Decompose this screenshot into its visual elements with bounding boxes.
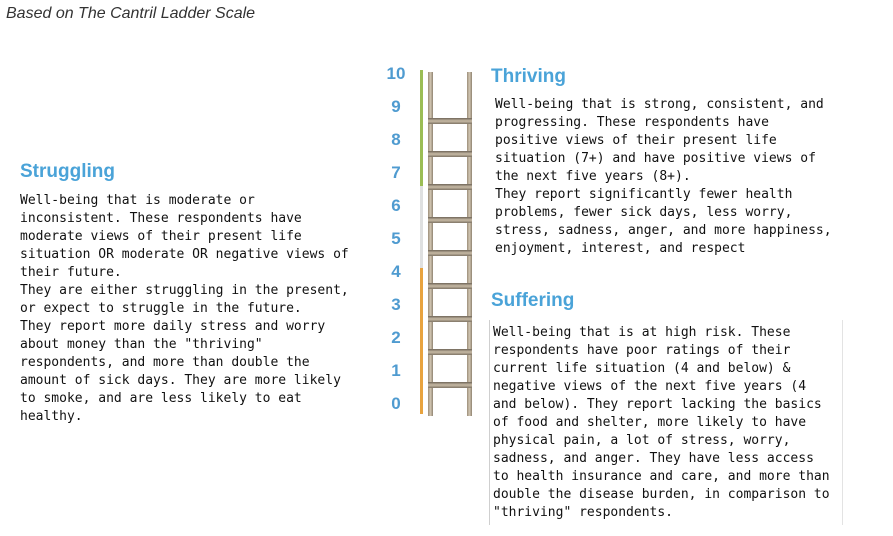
ladder-rung [428, 283, 472, 289]
ladder-rung [428, 382, 472, 388]
ladder-number-0: 0 [391, 394, 401, 413]
ladder-rung [428, 118, 472, 124]
suffering-box-right-border [842, 320, 843, 525]
ladder-rung [428, 349, 472, 355]
suffering-heading: Suffering [491, 290, 575, 311]
ladder-number-1: 1 [391, 361, 401, 380]
scale-subtitle: Based on The Cantril Ladder Scale [6, 5, 256, 22]
ladder-number-8: 8 [391, 130, 401, 149]
ladder-number-6: 6 [391, 196, 401, 215]
struggling-range-bar [420, 186, 423, 268]
thriving-heading: Thriving [491, 66, 566, 87]
ladder-rung [428, 250, 472, 256]
thriving-description: Well-being that is strong, consistent, and progressing. These respondents have positive views of their present life situation (7+) and have positive views of the next five years (8+). They report significantly fewer health problems, fewer sick days, less worry, stress, sadness, anger, and more happiness, enjoyment, interest, and respect [495, 97, 832, 256]
struggling-description: Well-being that is moderate or inconsistent. These respondents have moderate views of their present life situation OR moderate OR negative views of their future. They are either struggling in the present, or expect to struggle in the future. They report more daily stress and worry about money than the "thriving" respondents, and more than double the amount of sick days. They are more likely to smoke, and are less likely to eat healthy. [20, 193, 349, 424]
ladder-rung [428, 184, 472, 190]
ladder-number-5: 5 [391, 229, 401, 248]
suffering-description: Well-being that is at high risk. These respondents have poor ratings of their current life situation (4 and below) & negative views of the next five years (4 and below). They report lacking the basics of food and shelter, more likely to have physical pain, a lot of stress, worry, sadness, and anger. They have less access to health insurance and care, and more than double the disease burden, in comparison to "thriving" respondents. [493, 325, 830, 520]
ladder-number-2: 2 [391, 328, 401, 347]
ladder-rung [428, 151, 472, 157]
ladder-number-9: 9 [391, 97, 401, 116]
suffering-box-left-border [489, 320, 490, 525]
thriving-range-bar [420, 70, 423, 186]
suffering-range-bar [420, 268, 423, 414]
ladder-rung [428, 316, 472, 322]
ladder-number-4: 4 [391, 262, 401, 281]
struggling-heading: Struggling [20, 161, 115, 182]
ladder-number-7: 7 [391, 163, 401, 182]
ladder-rung [428, 217, 472, 223]
ladder-number-3: 3 [391, 295, 401, 314]
ladder-number-10: 10 [386, 64, 406, 83]
